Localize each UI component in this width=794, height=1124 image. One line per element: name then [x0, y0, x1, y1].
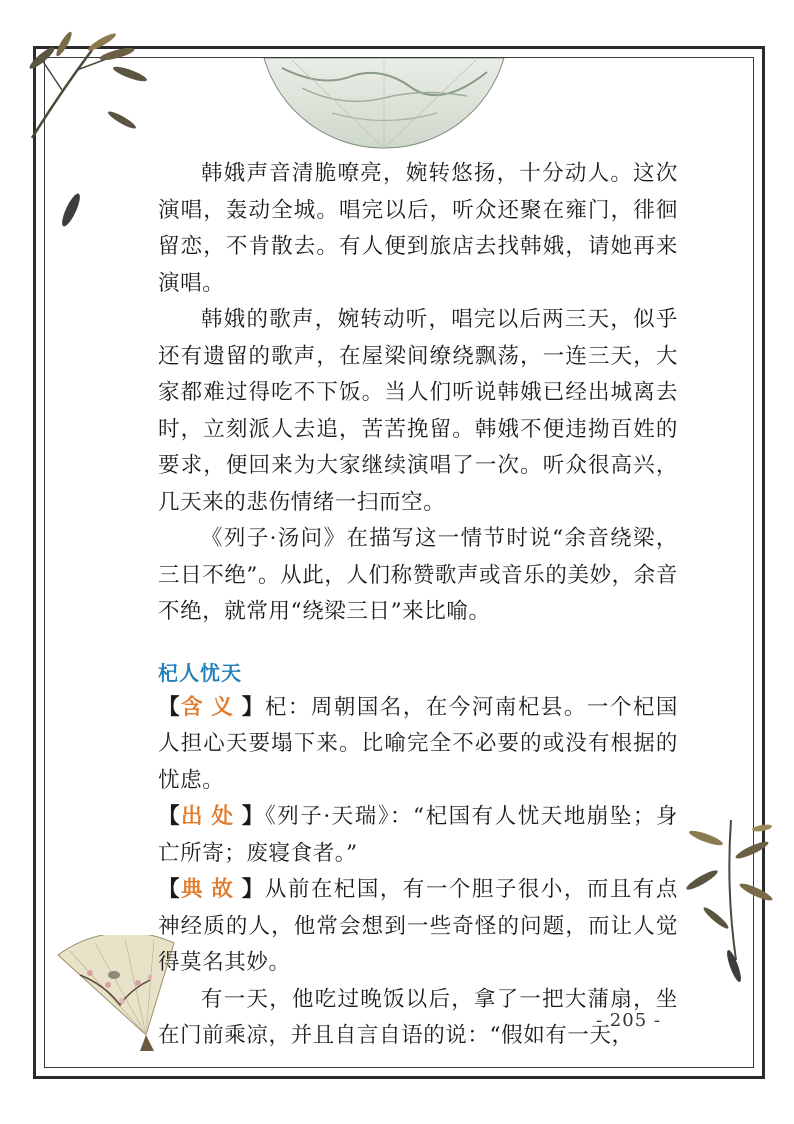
bracket-close: 】	[241, 877, 265, 902]
paragraph: 有一天，他吃过晚饭以后，拿了一把大蒲扇，坐在门前乘凉，并且自言自语的说：“假如有一天，	[158, 986, 678, 1048]
bracket-open: 【	[158, 804, 182, 829]
source-text: 《列子·天瑞》：“杞国有人忧天地崩坠；身亡所寄；废寝食者。”	[158, 804, 679, 866]
bamboo-icon	[676, 820, 776, 960]
source-label: 出处	[181, 804, 242, 829]
story-text: 从前在杞国，有一个胆子很小，而且有点神经质的人，他常会想到一些奇怪的问题，而让人觉得莫名其妙。	[158, 877, 678, 975]
meaning-text: 杞：周朝国名，在今河南杞县。一个杞国人担心天要塌下来。比喻完全不必要的或没有根据的忧虑。	[158, 694, 678, 793]
idiom-story	[158, 872, 678, 982]
ink-leaf-icon	[60, 190, 82, 230]
bracket-open: 【	[158, 694, 182, 720]
bamboo-icon	[22, 30, 152, 140]
story-label: 典故	[181, 877, 242, 902]
paragraph: 韩娥声音清脆嘹亮，婉转悠扬，十分动人。这次演唱，轰动全城。唱完以后，听众还聚在雍门，徘徊留恋，不肯散去。有人便到旅店去找韩娥，请她再来演唱。	[158, 161, 678, 296]
page-content	[158, 156, 678, 1055]
paragraph: 《列子·汤问》在描写这一情节时说“余音绕梁，三日不绝”。从此，人们称赞歌声或音乐的美妙，余音不绝，就常用“绕梁三日”来比喻。	[158, 526, 678, 624]
meaning-label: 含义	[181, 694, 242, 720]
paragraph: 韩娥的歌声，婉转动听，唱完以后两三天，似乎还有遗留的歌声，在屋梁间缭绕飘荡，一连三天，大家都难过得吃不下饭。当人们听说韩娥已经出城离去时，立刻派人去追，苦苦挽留。韩娥不便违拗百姓的要求，便回来为大家继续演唱了一次。听众很高兴，几天来的悲伤情绪一扫而空。	[158, 307, 678, 515]
page-number: - 205 -	[596, 1010, 661, 1031]
bracket-open: 【	[158, 877, 182, 902]
landscape-fan-icon	[262, 58, 506, 150]
idiom-source	[158, 799, 678, 872]
ink-leaf-icon	[724, 946, 744, 986]
idiom-meaning	[158, 690, 678, 800]
idiom-title: 杞人忧天	[158, 660, 242, 685]
bracket-close: 】	[241, 804, 265, 829]
bracket-close: 】	[241, 694, 265, 720]
